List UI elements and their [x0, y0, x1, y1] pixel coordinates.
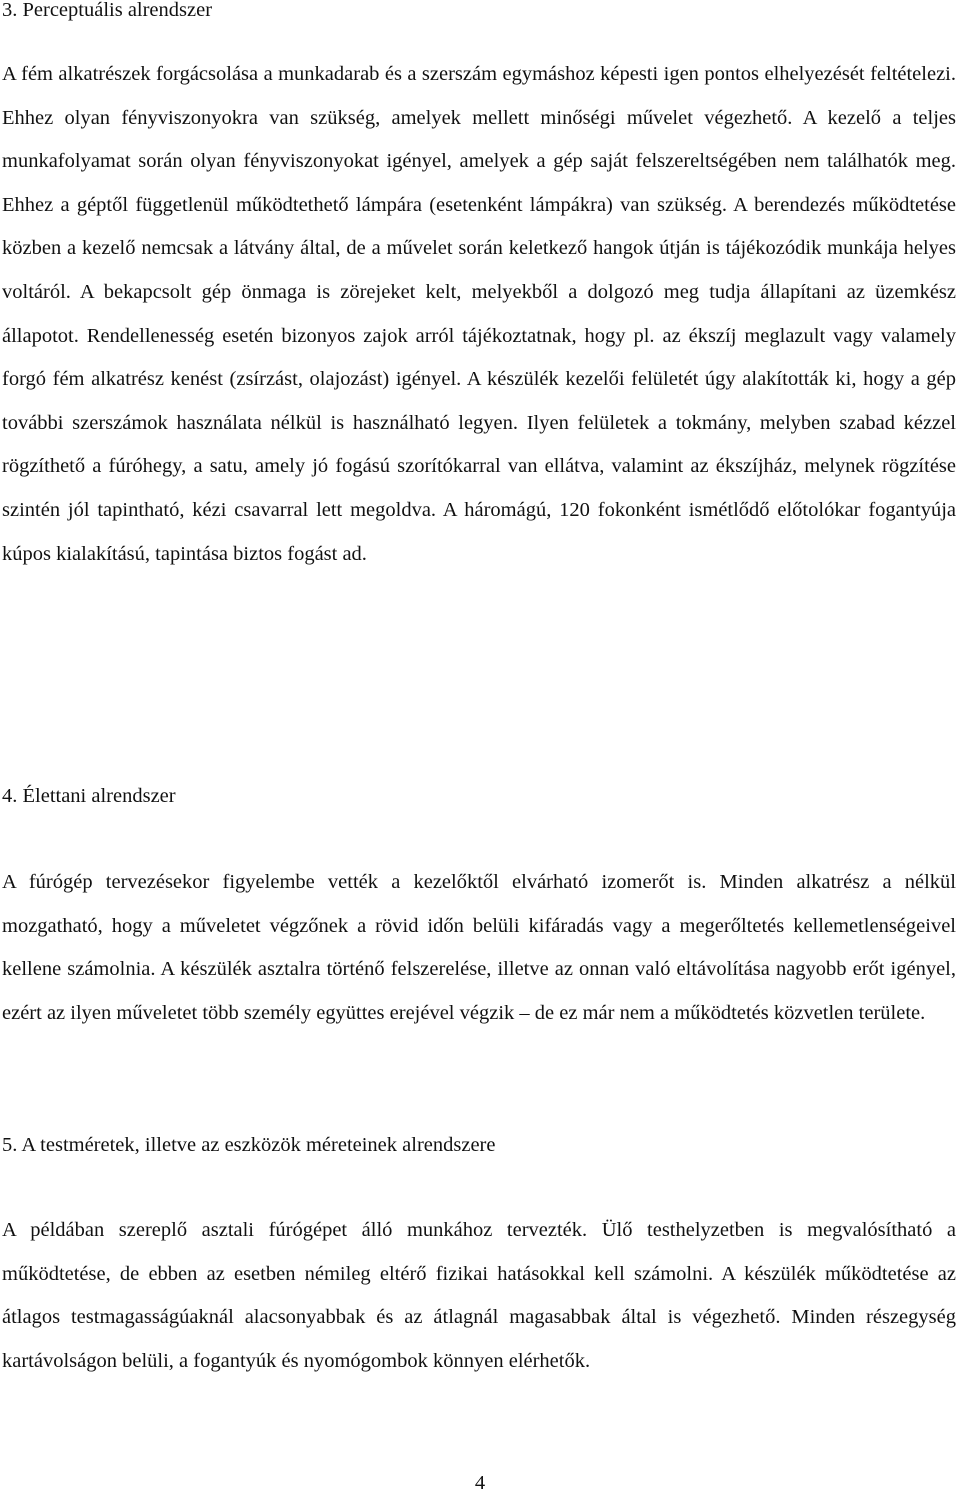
section-title-physiological: 4. Élettani alrendszer	[2, 785, 176, 807]
page-number: 4	[474, 1472, 486, 1494]
section-paragraph-perceptual: A fém alkatrészek forgácsolása a munkadarab és a szerszám egymáshoz képesti igen pontos elhelyezését feltételezi. Ehhez olyan fényviszonyokra van szükség, amelyek mellett minőségi művelet végezhető. A kezelő a teljes munkafolyamat során olyan fényviszonyokat igényel, amelyek a gép saját felszereltségében nem találhatók meg. Ehhez a géptől függetlenül működtethető lámpára (esetenként lámpákra) van szükség. A berendezés működtetése közben a kezelő nemcsak a látvány által, de a művelet során keletkező hangok útján is tájékozódik munkája helyes voltáról. A bekapcsolt gép önmaga is zörejeket kelt, melyekből a dolgozó meg tudja állapítani az üzemkész állapotot. Rendellenesség esetén bizonyos zajok arról tájékoztatnak, hogy pl. az ékszíj meglazult vagy valamely forgó fém alkatrész kenést (zsírzást, olajozást) igényel. A készülék kezelői felületét úgy alakították ki, hogy a gép további szerszámok használata nélkül is használható legyen. Ilyen felületek a tokmány, melyben szabad kézzel rögzíthető a fúróhegy, a satu, amely jó fogású szorítókarral van ellátva, valamint az ékszíjház, melynek rögzítése szintén jól tapintható, kézi csavarral lett megoldva. A háromágú, 120 fokonként ismétlődő előtolókar fogantyúja kúpos kialakítású, tapintása biztos fogást ad.	[2, 63, 956, 565]
section-paragraph-physiological: A fúrógép tervezésekor figyelembe vették a kezelőktől elvárható izomerőt is. Minden alkatrész a nélkül mozgatható, hogy a műveletet végzőnek a rövid időn belüli kifáradás vagy a megerőltetés kellemetlenségeivel kellene számolnia. A készülék asztalra történő felszerelése, illetve az onnan való eltávolítása nagyobb erőt igényel, ezért az ilyen műveletet több személy együttes erejével végzik – de ez már nem a működtetés közvetlen területe.	[2, 871, 956, 1024]
section-title-body-dimensions: 5. A testméretek, illetve az eszközök méreteinek alrendszere	[2, 1134, 496, 1156]
section-title-perceptual: 3. Perceptuális alrendszer	[2, 0, 213, 21]
section-paragraph-body-dimensions: A példában szereplő asztali fúrógépet álló munkához tervezték. Ülő testhelyzetben is megvalósítható a működtetése, de ebben az esetben némileg eltérő fizikai hatásokkal kell számolni. A készülék működtetése az átlagos testmagasságúaknál alacsonyabbak és az átlagnál magasabbak által is végezhető. Minden részegység kartávolságon belüli, a fogantyúk és nyomógombok könnyen elérhetők.	[2, 1219, 956, 1372]
